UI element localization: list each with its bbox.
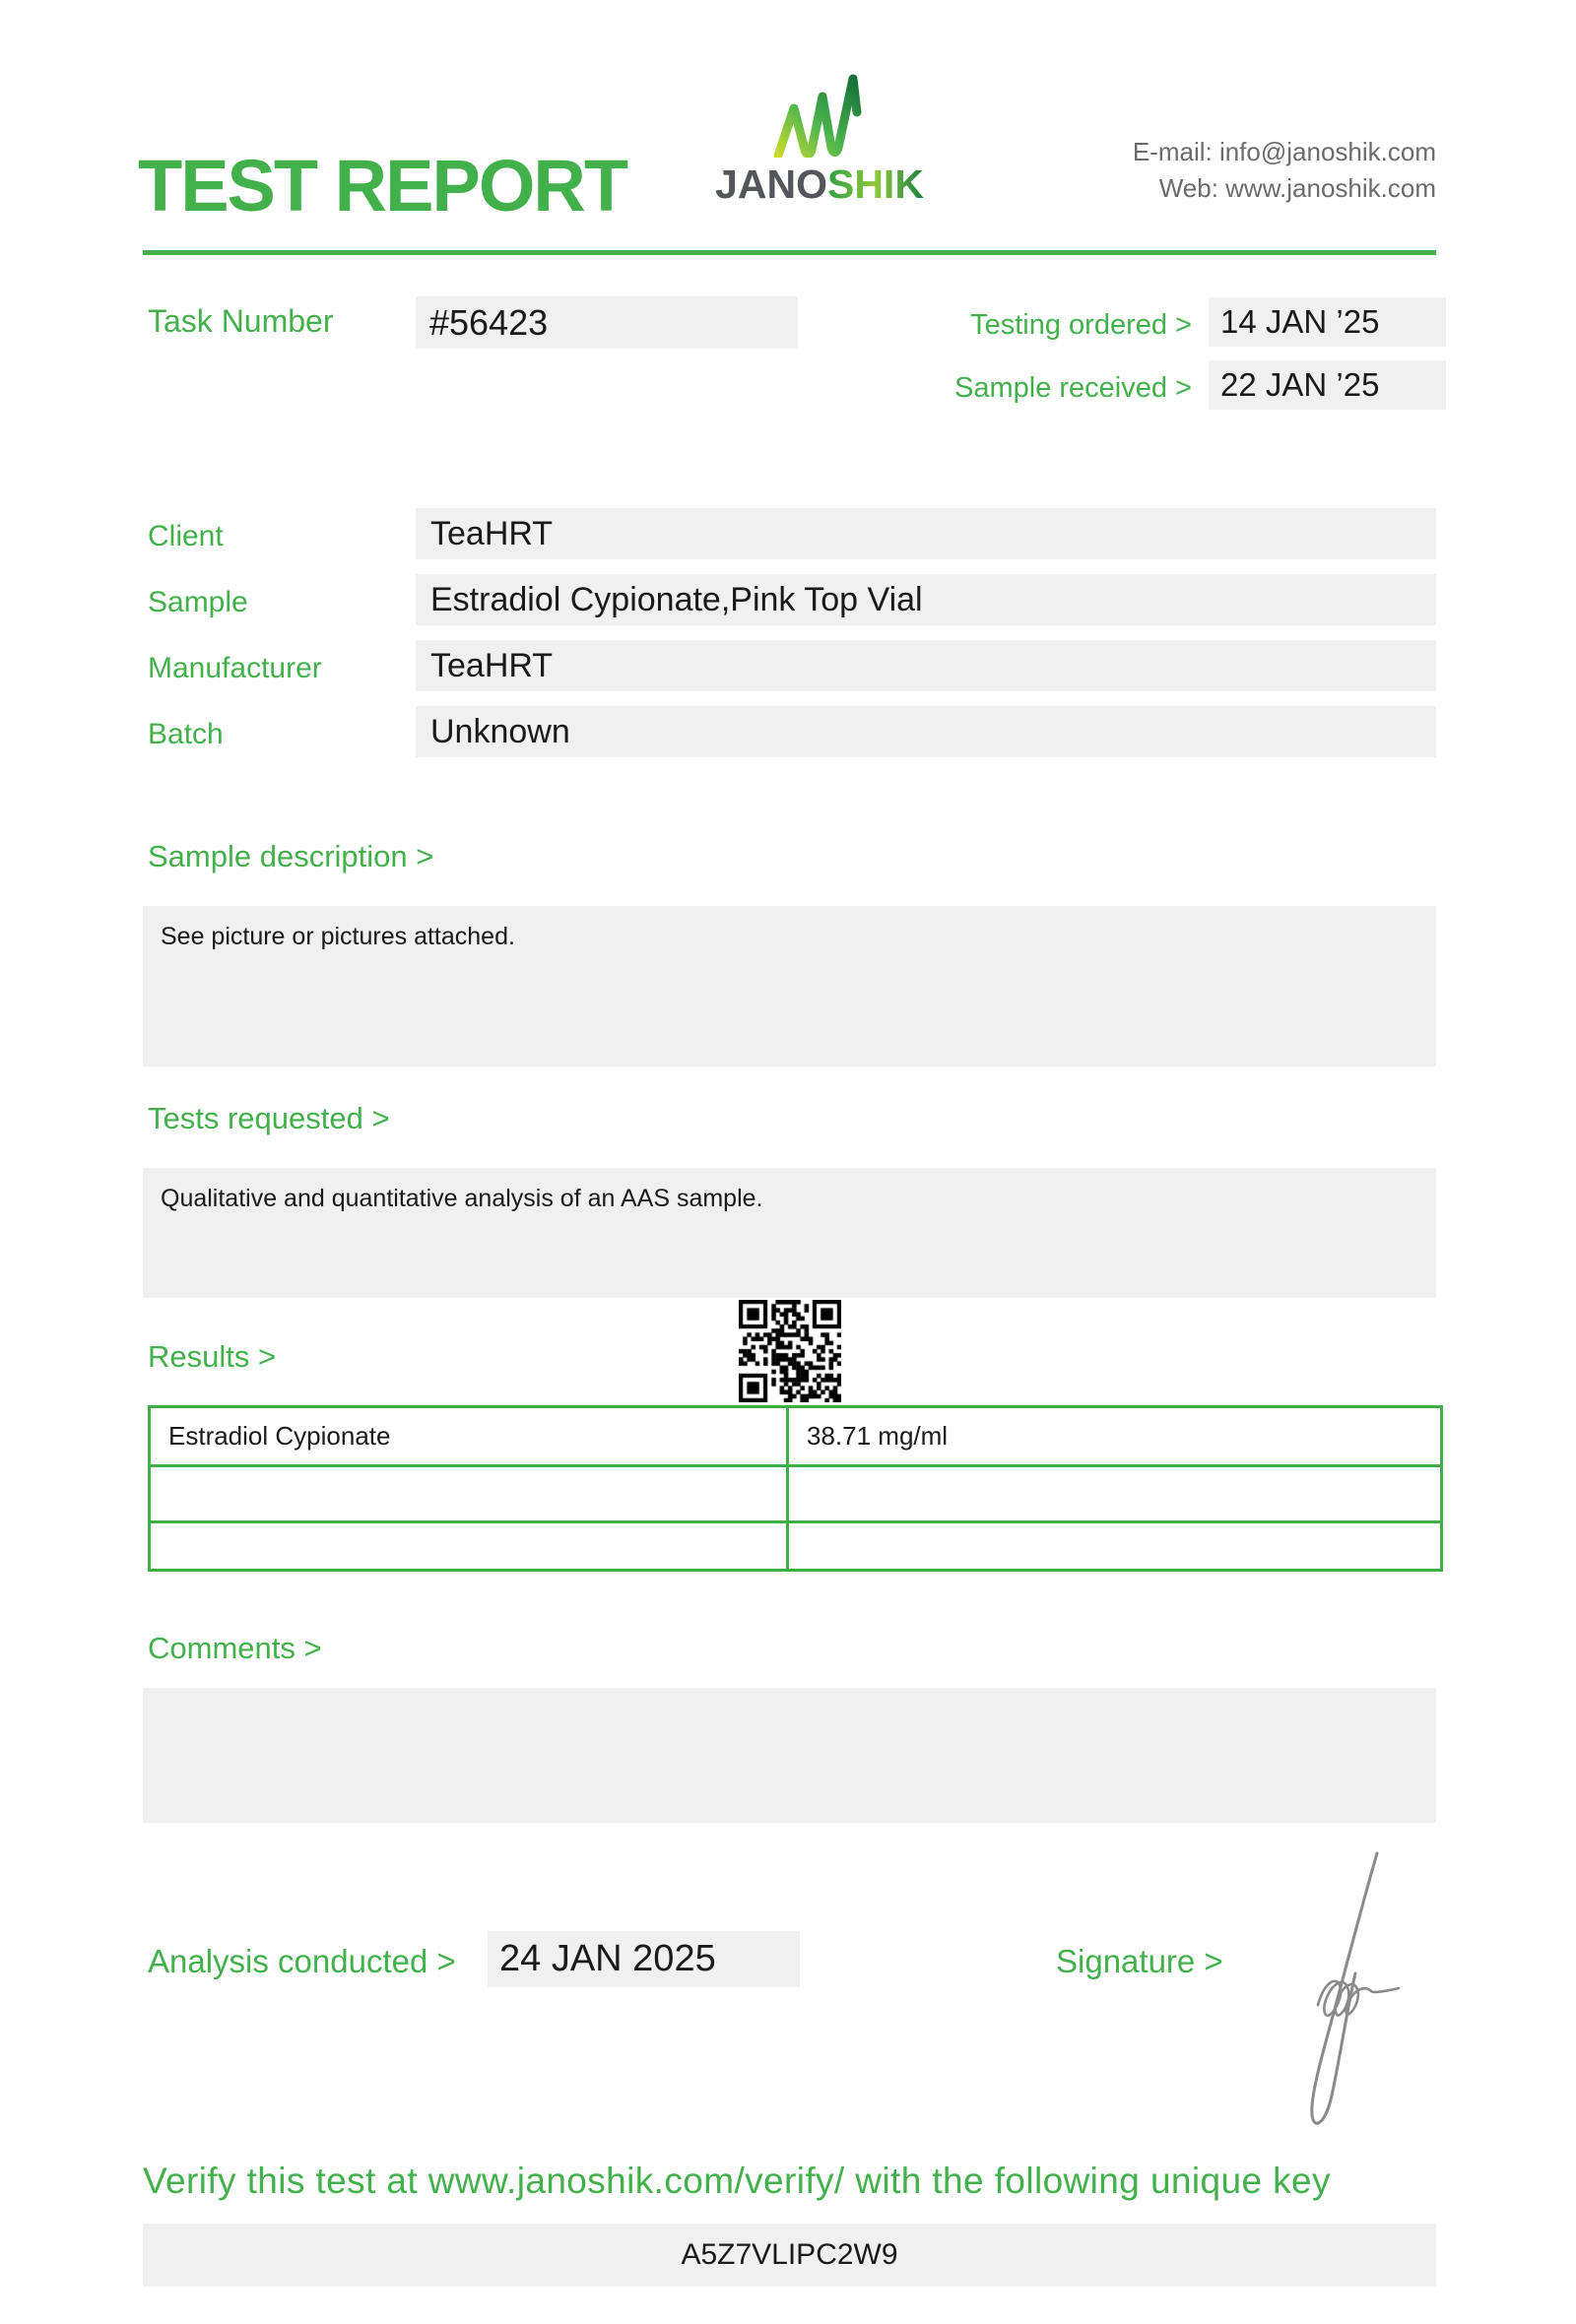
- contact-info: [1133, 134, 1436, 207]
- batch-value-box: [416, 706, 1436, 757]
- sample-description-box: [143, 906, 1436, 1066]
- comments-heading: Comments >: [148, 1631, 322, 1665]
- task-number-value: #56423: [429, 302, 549, 343]
- sample-value: Estradiol Cypionate,Pink Top Vial: [430, 581, 923, 618]
- table-row: [150, 1407, 1442, 1466]
- page-title: TEST REPORT: [138, 145, 627, 226]
- sample-received-label: Sample received >: [954, 372, 1192, 404]
- task-number-value-box: [416, 296, 798, 349]
- header-divider: [143, 250, 1436, 255]
- result-concentration: [788, 1522, 1442, 1571]
- qr-code: [739, 1300, 841, 1402]
- analysis-conducted-value: 24 JAN 2025: [499, 1938, 716, 1979]
- table-row: [150, 1522, 1442, 1571]
- tests-requested-text: Qualitative and quantitative analysis of an AAS sample.: [161, 1185, 763, 1212]
- client-value-box: [416, 508, 1436, 559]
- handwritten-signature: [1261, 1847, 1409, 2143]
- verify-key-box: [143, 2224, 1436, 2287]
- rising-chart-peaks-icon: [770, 71, 869, 158]
- logo-text-jano: JANO: [715, 161, 827, 207]
- analysis-conducted-label: Analysis conducted >: [148, 1943, 456, 1979]
- results-table: [148, 1405, 1443, 1572]
- signature-label: Signature >: [1056, 1943, 1223, 1979]
- results-heading: Results >: [148, 1339, 277, 1374]
- batch-value: Unknown: [430, 713, 570, 750]
- logo-wordmark: [690, 161, 950, 208]
- verify-instruction: Verify this test at www.janoshik.com/verify/ with the following unique key: [143, 2161, 1331, 2201]
- client-value: TeaHRT: [430, 515, 554, 552]
- result-substance: [150, 1522, 788, 1571]
- sample-value-box: [416, 574, 1436, 625]
- manufacturer-value: TeaHRT: [430, 647, 554, 684]
- tests-requested-box: [143, 1168, 1436, 1298]
- sample-received-value: 22 JAN ’25: [1220, 366, 1380, 403]
- testing-ordered-value-box: [1209, 297, 1446, 347]
- manufacturer-label: Manufacturer: [148, 652, 322, 684]
- sample-description-heading: Sample description >: [148, 839, 434, 873]
- tests-requested-heading: Tests requested >: [148, 1101, 390, 1135]
- contact-web: Web: www.janoshik.com: [1158, 173, 1436, 203]
- table-row: [150, 1466, 1442, 1522]
- client-label: Client: [148, 520, 224, 552]
- sample-received-value-box: [1209, 360, 1446, 410]
- batch-label: Batch: [148, 718, 224, 750]
- contact-email: E-mail: info@janoshik.com: [1132, 137, 1436, 166]
- sample-description-text: See picture or pictures attached.: [161, 923, 515, 950]
- testing-ordered-value: 14 JAN ’25: [1220, 303, 1380, 340]
- result-substance: [150, 1466, 788, 1522]
- sample-label: Sample: [148, 586, 248, 618]
- testing-ordered-label: Testing ordered >: [970, 309, 1192, 341]
- comments-box: [143, 1688, 1436, 1823]
- logo-text-shik: SHIK: [826, 161, 924, 207]
- result-substance: Estradiol Cypionate: [150, 1407, 788, 1466]
- verify-key: A5Z7VLIPC2W9: [681, 2238, 898, 2271]
- result-concentration: 38.71 mg/ml: [788, 1407, 1442, 1466]
- janoshik-logo: [690, 71, 950, 208]
- task-number-label: Task Number: [148, 303, 334, 339]
- analysis-conducted-value-box: [488, 1931, 800, 1987]
- manufacturer-value-box: [416, 640, 1436, 691]
- result-concentration: [788, 1466, 1442, 1522]
